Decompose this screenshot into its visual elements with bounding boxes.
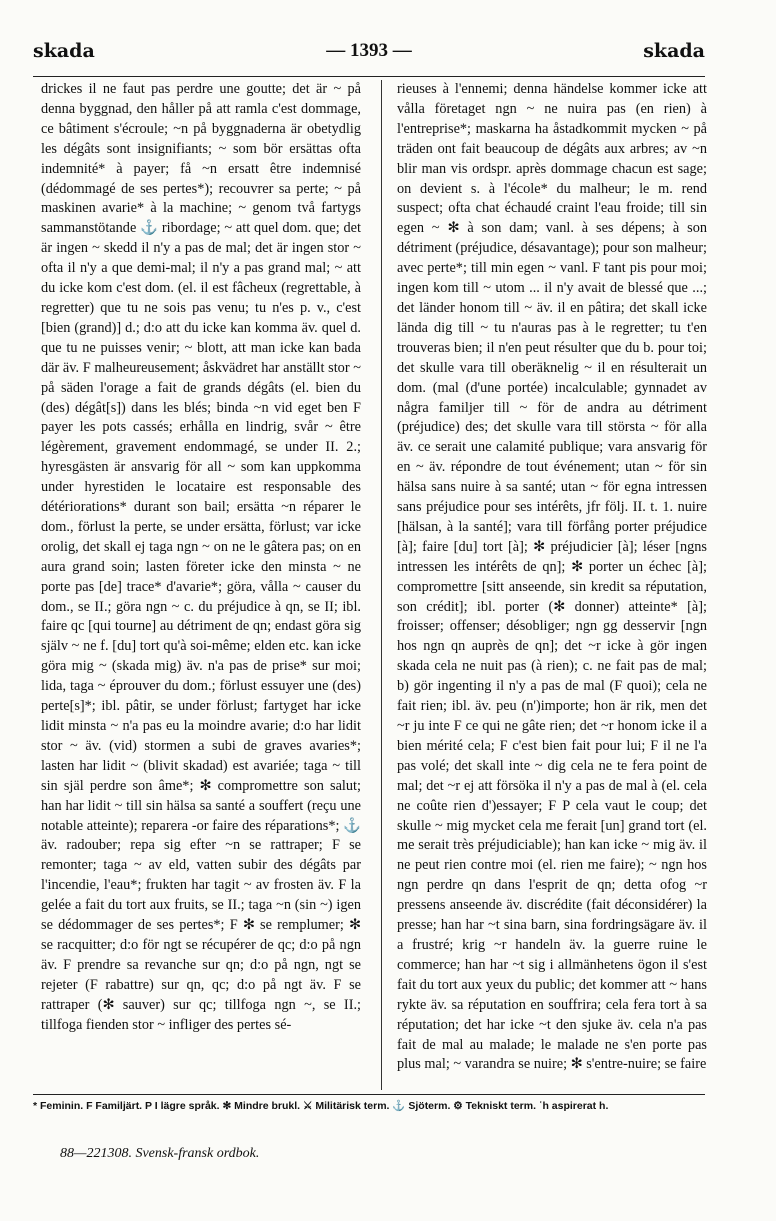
right-running-headword: skada [643, 40, 705, 62]
page-header [33, 40, 705, 70]
right-column [397, 80, 707, 1090]
header-rule [33, 76, 705, 77]
right-column-text: rieuses à l'ennemi; denna händelse kommer icke att vålla företaget ngn ~ ne nuira pas (en rien) à l'entreprise*; maskarna ha åstadkommit mycken ~ på träden ont fait beaucoup de dégâts aux arbres; av ~n blir man vis ordspr. après dommage chacun est sage; on devient s. à l'école* du malheur; le m. rend suspect; ofta chat échaudé craint l'eau froide; till sin egen ~ ✻ à son dam; vanl. à ses dépens; à son détriment (préjudice, désavantage); pour son malheur; avec perte*; till min egen ~ vanl. F tant pis pour moi; ingen kom till ~ utom ... il n'y avait de blessé que ...; det länder honom till ~ äv. il en pâtira; det skall icke lända dig till ~ tu n'auras pas à le regretter; tu t'en trouveras bien; il n'en peut résulter que du b. pour toi; det skulle vara till oberäknelig ~ il en résulterait un dom. (mal (d'une portée) incalculable; gynnadet av några familjer till ~ för de andra au détriment (préjudice) des; det skulle vara till största ~ för alla äv. ce serait une calamité publique; vara ansvarig för en ~ äv. répondre de tout événement; utan ~ för sin hälsa sans nuire à sa santé; utan ~ för egna intressen sans préjudice pour ses intérêts, jfr följ. II. t. 1. nuire [hälsan, à la santé]; vara till förfång porter préjudice [à]; faire [du] tort [à]; ✻ préjudicier [à]; léser [ngns intressen les intérêts de qn]; ✻ porter un échec [à]; compromettre [sitt anseende, sin kredit sa réputation, son crédit]; ibl. porter (✻ donner) atteinte* [à]; froisser; offenser; désobliger; ngn gg desservir [ngn hos ngn qn auprès de qn]; det ~r icke à gör ingen skada cela ne nuit pas (à rien); c. ne fait pas de mal; b) gör ingenting il n'y a pas de mal (F quoi); cela ne fait rien; ibl. äv. peu (n')importe; hon är rik, men det ~r ju inte F ce qui ne gâte rien; det ~r honom icke il a bien mérité cela; F c'est bien fait pour lui; F il ne l'a pas volé; det skall inte ~ dig cela ne te fera point de mal; det ~r ej att försöka il n'y a pas de mal à (el. cela ne coûte rien d')essayer; F P cela vaut le coup; det skulle ~ mig mycket cela me ferait [un] grand tort (el. me serait très préjudiciable); han kan icke ~ mig äv. il ne peut rien contre moi (el. rien me faire); ~ ngn hos ngn perdre qn dans l'esprit de qn; detta ofog ~r pressens anseende äv. discrédite (fait déconsidérer) la presse; han har ~t sina barn, sina fordringsägare äv. il a frustré; krig ~r handeln äv. la guerre ruine le commerce; han har ~t sig i allmänhetens ögon il s'est fait du tort aux yeux du public; det kommer att ~ hans rykte äv. sa réputation en souffrira; cela fera tort à sa réputation; det har icke ~t den sjuke äv. cela n'a pas fait de mal au malade; le malade ne s'en porte pas plus mal; ~ varandra se nuire; ✻ s'entre-nuire; se faire [397, 81, 707, 1073]
left-column-text: drickes il ne faut pas perdre une goutte; det är ~ på denna byggnad, den håller på att ramla c'est dommage, ce bâtiment s'écroule; ~n på byggnaderna är obetydlig les dégâts sont insignifiants; ~ som bör ersättas ofta indemnité* à payer; få ~n ersatt être indemnisé (dédommagé de ses pertes*); recouvrer sa perte; ~ på maskinen avarie* à la machine; ~ genom två fartygs sammanstötande ⚓ ribordage; ~ att quel dom. que; det är ingen ~ skedd il n'y a pas de mal; det är ingen stor ~ ofta il n'y a que demi-mal; il n'y a pas grand mal; ~ att du icke kom c'est dom. (el. il est fâcheux (regrettable, à regretter) que tu ne sois pas venu; tu n'es p. v., c'est [bien (grand)] d.; d:o att du icke kan komma äv. quel d. que tu ne puisses venir; ~ blott, att man icke kan bada där äv. F malheureusement; åskvädret har anställt stor ~ på säden l'orage a fait de grands dégâts (el. bien du (des) dégât[s]) dans les blés; binda ~n vid eget ben F payer les pots cassés; erhålla en lindrig, svår ~ être légèrement, gravement endommagé, se under II. 2.; hyresgästen är ansvarig för all ~ som kan uppkomma under hyrestiden le locataire est responsable des détériorations* durant son bail; ersätta ~n réparer le dom., förlust la perte, se under ersätta, förlust; var icke orolig, det skall ej taga ngn ~ on ne le gâtera pas; on en aura grand soin; lasten företer icke den minsta ~ ne porte pas [de] trace* d'avarie*; göra, vålla ~ causer du dom., se II.; göra ngn ~ c. du préjudice à qn, se II; ibl. faire qc [qui tourne] au détriment de qn; endast göra sig själv ~ ne f. [du] tort qu'à soi-même; elden etc. kan icke göra mig ~ (skada mig) äv. n'a pas de prise* sur moi; lida, taga ~ éprouver du dom.; förlust essuyer une (des) perte[s]*; ibl. pâtir, se under förlust; fartyget har icke lidit minsta ~ n'a pas eu la moindre avarie; d:o har lidit stor ~ äv. (vid) stormen a subi de graves avaries*; lasten har lidit ~ (blivit skadad) est avariée; taga ~ till sin själ perdre son âme*; ✻ compromettre son salut; han har lidit ~ till sin hälsa sa santé a souffert (reçu une notable atteinte); reparera -or faire des réparations*; ⚓ äv. radouber; repa sig efter ~n se rattraper; F se remonter; taga ~ av eld, vatten subir des dégâts par l'incendie, l'eau*; frukten har tagit ~ av frosten äv. F la gelée a fait du tort aux fruits, se II.; taga ~n (sin ~) igen se dédommager de ses pertes*; F ✻ se remplumer; ✻ se racquitter; d:o för ngt se récupérer de qc; d:o på ngn äv. F prendre sa revanche sur qn; d:o på ngn, ngt se rejeter (F rabattre) sur qn, qc; d:o på ngt äv. F se rattraper (✻ sauver) sur qc; tillfoga ngn ~, se II.; tillfoga fienden stor ~ infliger des pertes sé- [41, 81, 361, 1033]
left-running-headword: skada [33, 40, 95, 62]
footer-rule [33, 1094, 705, 1095]
column-divider [381, 80, 382, 1090]
left-column [41, 80, 361, 1090]
page-number: — 1393 — [326, 40, 412, 61]
abbreviation-legend: * Feminin. F Familjärt. P I lägre språk. ✻ Mindre brukl. ⚔ Militärisk term. ⚓ Sjöterm. ⚙ Tekniskt term. ʿh aspirerat h. [33, 1100, 609, 1112]
printer-imprint: 88—221308. Svensk-fransk ordbok. [60, 1146, 260, 1161]
